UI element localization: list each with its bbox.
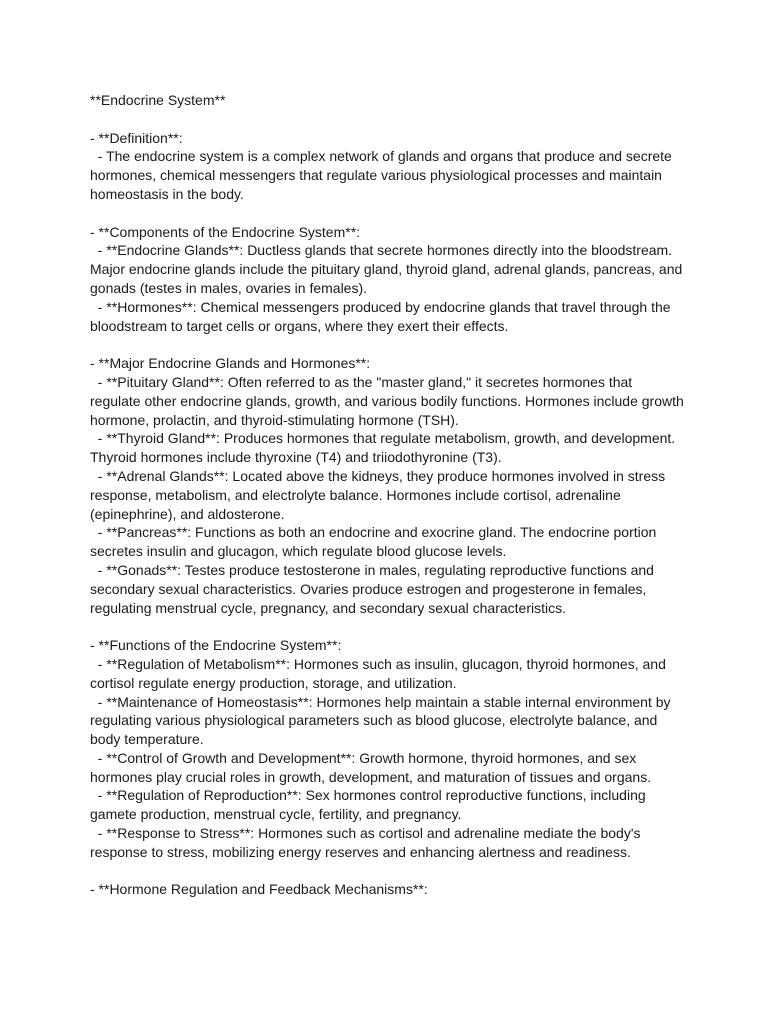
text-line: - **Regulation of Metabolism**: Hormones such as insulin, glucagon, thyroid hormones, and <box>90 655 666 672</box>
blank-line <box>90 110 690 129</box>
section-definition <box>90 129 690 204</box>
text-line: - **Thyroid Gland**: Produces hormones that regulate metabolism, growth, and development. <box>90 430 676 447</box>
text-line: Major endocrine glands include the pituitary gland, thyroid gland, adrenal glands, pancreas, and <box>90 261 683 278</box>
text-line: homeostasis in the body. <box>90 185 244 202</box>
section-components <box>90 223 690 336</box>
text-line: - **Hormones**: Chemical messengers produced by endocrine glands that travel through the <box>90 298 671 315</box>
text-line: - **Endocrine Glands**: Ductless glands that secrete hormones directly into the bloodstream. <box>90 242 673 259</box>
section-feedback <box>90 880 690 899</box>
text-line: regulating various physiological parameters such as blood glucose, electrolyte balance, and <box>90 712 658 729</box>
text-line: regulating menstrual cycle, pregnancy, and secondary sexual characteristics. <box>90 599 566 616</box>
text-line: - The endocrine system is a complex network of glands and organs that produce and secrete <box>90 148 672 165</box>
text-line: - **Control of Growth and Development**: Growth hormone, thyroid hormones, and sex <box>90 749 637 766</box>
text-line: - **Pituitary Gland**: Often referred to as the "master gland," it secretes hormones that <box>90 373 633 390</box>
text-line: Thyroid hormones include thyroxine (T4) and triiodothyronine (T3). <box>90 449 502 466</box>
section-heading: - **Hormone Regulation and Feedback Mechanisms**: <box>90 881 428 898</box>
text-line: regulate other endocrine glands, growth, and various bodily functions. Hormones include growth <box>90 392 684 409</box>
section-major-glands <box>90 354 690 617</box>
text-line: - **Response to Stress**: Hormones such as cortisol and adrenaline mediate the body's <box>90 825 641 842</box>
section-heading: - **Functions of the Endocrine System**: <box>90 637 342 654</box>
text-line: bloodstream to target cells or organs, where they exert their effects. <box>90 317 509 334</box>
text-line: gonads (testes in males, ovaries in females). <box>90 279 368 296</box>
text-line: hormone, prolactin, and thyroid-stimulating hormone (TSH). <box>90 411 459 428</box>
text-line: hormones play crucial roles in growth, development, and maturation of tissues and organs. <box>90 768 652 785</box>
document-title: **Endocrine System** <box>90 92 226 108</box>
blank-line <box>90 204 690 223</box>
text-line: - **Gonads**: Testes produce testosterone in males, regulating reproductive functions and <box>90 561 654 578</box>
text-line: secondary sexual characteristics. Ovaries produce estrogen and progesterone in females, <box>90 580 647 597</box>
section-heading: - **Definition**: <box>90 129 183 146</box>
blank-line <box>90 335 690 354</box>
text-line: secretes insulin and glucagon, which regulate blood glucose levels. <box>90 543 507 560</box>
text-line: gamete production, menstrual cycle, fertility, and pregnancy. <box>90 806 462 823</box>
text-line: - **Pancreas**: Functions as both an endocrine and exocrine gland. The endocrine portion <box>90 524 657 541</box>
section-heading: - **Major Endocrine Glands and Hormones**: <box>90 355 371 372</box>
text-line: (epinephrine), and aldosterone. <box>90 505 285 522</box>
document-body <box>90 91 690 899</box>
text-line: response to stress, mobilizing energy reserves and enhancing alertness and readiness. <box>90 843 631 860</box>
blank-line <box>90 617 690 636</box>
text-line: - **Adrenal Glands**: Located above the kidneys, they produce hormones involved in stress <box>90 467 666 484</box>
section-heading: - **Components of the Endocrine System**: <box>90 223 361 240</box>
text-line: response, metabolism, and electrolyte balance. Hormones include cortisol, adrenaline <box>90 486 621 503</box>
blank-line <box>90 862 690 881</box>
section-functions <box>90 636 690 862</box>
text-line: - **Maintenance of Homeostasis**: Hormones help maintain a stable internal environment by <box>90 693 671 710</box>
text-line: cortisol regulate energy production, storage, and utilization. <box>90 674 457 691</box>
text-line: hormones, chemical messengers that regulate various physiological processes and maintain <box>90 167 662 184</box>
text-line: - **Regulation of Reproduction**: Sex hormones control reproductive functions, including <box>90 787 646 804</box>
text-line: body temperature. <box>90 731 204 748</box>
